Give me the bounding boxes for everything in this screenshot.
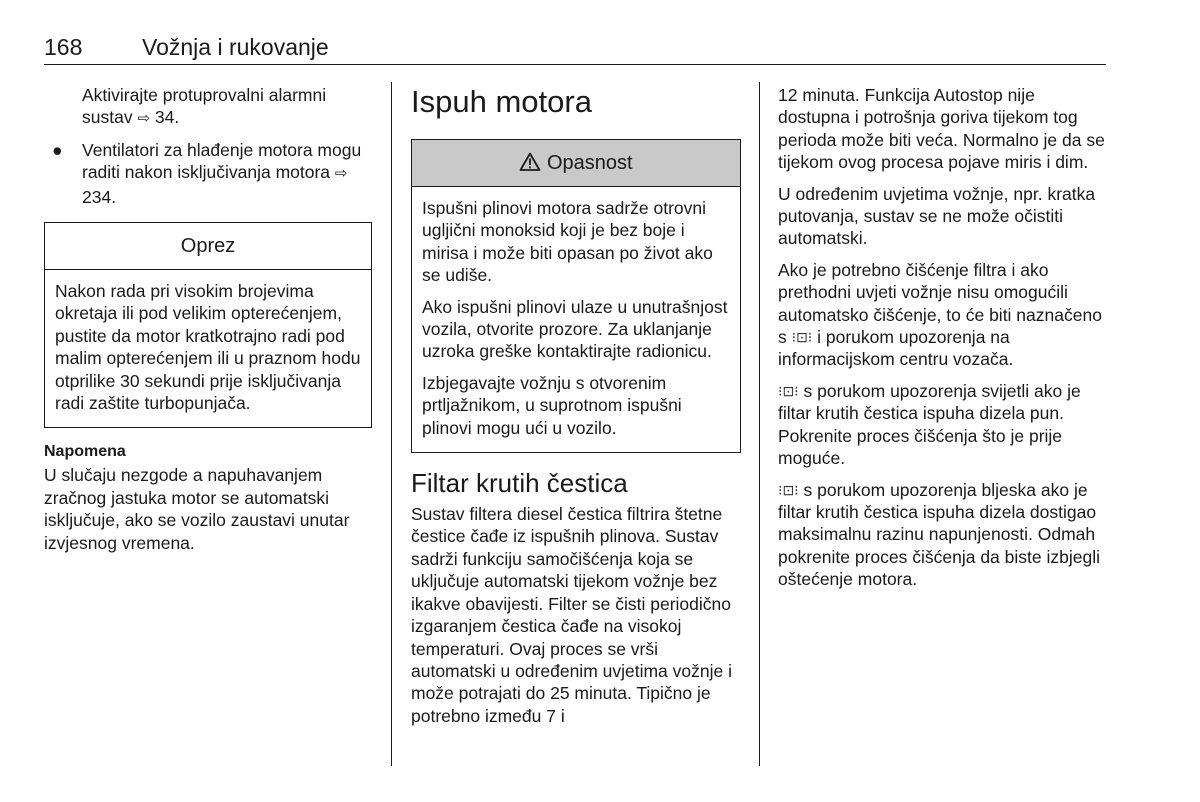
danger-paragraph: Ako ispušni plinovi ulaze u unutrašnjost vozila, otvorite prozore. Za uklanjanje uzroka greške kontaktirajte radionicu. bbox=[422, 296, 728, 362]
page-reference-arrow-icon: ⇨ bbox=[334, 165, 348, 183]
paragraph-text: s porukom upozorenja svijetli ako je filtar krutih čestica ispuha dizela pun. Pokrenite proces čišćenja što je prije moguće. bbox=[778, 380, 1081, 469]
page-reference-arrow-icon: ⇨ bbox=[137, 110, 151, 128]
filter-body: Sustav filtera diesel čestica filtrira štetne čestice čađe iz ispušnih plinova. Sustav sadrži funkciju samočišćenja koja se uključuje automatski tijekom vožnje bez ikakve obavijesti. Filter se čisti periodično izgaranjem čestica čađe na visokoj temperaturi. Ovaj proces se vrši automatski u određenim uvjetima vožnje i može potrajati do 25 minuta. Tipično je potrebno između 7 i bbox=[411, 504, 732, 726]
diesel-particle-filter-icon: ⁝⊡⁝ bbox=[791, 329, 813, 346]
caution-box bbox=[44, 222, 372, 428]
diesel-particle-filter-icon: ⁝⊡⁝ bbox=[778, 481, 799, 498]
list-item bbox=[44, 139, 372, 208]
chapter-title: Vožnja i rukovanje bbox=[142, 34, 329, 60]
section-title: Ispuh motora bbox=[411, 84, 592, 119]
note-body: U slučaju nezgode a napuhavanjem zračnog jastuka motor se automatski isključuje, ako se vozilo zaustavi unutar izvjesnog vremena. bbox=[44, 465, 350, 553]
bullet-icon: ● bbox=[52, 139, 63, 160]
danger-paragraph: Ispušni plinovi motora sadrže otrovni ugljični monoksid koji je bez boje i mirisa i može biti opasan po život ako se udiše. bbox=[422, 198, 713, 286]
warning-triangle-icon bbox=[519, 152, 541, 171]
paragraph-text: Ako je potrebno čišćenje filtra i ako prethodni uvjeti vožnje nisu omogućili automatsko čišćenje, to će biti naznačeno s bbox=[778, 259, 1102, 348]
danger-header bbox=[412, 140, 740, 187]
diesel-particle-filter-icon: ⁝⊡⁝ bbox=[778, 382, 799, 399]
paragraph: U određenim uvjetima vožnje, npr. kratka putovanja, sustav se ne može očistiti automatski. bbox=[778, 183, 1096, 249]
paragraph bbox=[778, 479, 1108, 591]
column-divider bbox=[759, 82, 760, 766]
alarm-text: Aktivirajte protuprovalni alarmni sustav bbox=[82, 85, 327, 128]
bullet-text: Ventilatori za hlađenje motora mogu raditi nakon isključivanja motora bbox=[82, 139, 362, 183]
paragraph-text: i porukom upozorenja na informacijskom centru vozača. bbox=[778, 327, 1014, 370]
paragraph bbox=[778, 259, 1108, 371]
danger-title: Opasnost bbox=[546, 152, 633, 174]
note-title: Napomena bbox=[44, 443, 126, 461]
column-right bbox=[778, 84, 1108, 600]
paragraph: 12 minuta. Funkcija Autostop nije dostupna i potrošnja goriva tijekom tog perioda može biti veća. Normalno je da se tijekom ovog procesa pojave miris i dim. bbox=[778, 85, 1105, 173]
bullet-ref: 234. bbox=[82, 186, 117, 207]
caution-body: Nakon rada pri visokim brojevima okretaja ili pod velikim opterećenjem, pustite da motor kratkotrajno radi pod malim opterećenjem ili u praznom hodu otprilike 30 sekundi prije isključivanja radi zaštite turbopunjača. bbox=[55, 281, 361, 414]
alarm-paragraph bbox=[44, 84, 372, 131]
danger-box bbox=[411, 139, 741, 453]
paragraph bbox=[778, 380, 1108, 470]
note bbox=[44, 442, 372, 554]
header-rule bbox=[44, 64, 1106, 65]
subsection-title: Filtar krutih čestica bbox=[411, 468, 628, 499]
column-middle bbox=[411, 84, 741, 736]
caution-title: Oprez bbox=[45, 223, 371, 270]
danger-paragraph: Izbjegavajte vožnju s otvorenim prtljažnikom, u suprotnom ispušni plinovi mogu ući u vozilo. bbox=[422, 372, 682, 438]
page-number: 168 bbox=[44, 34, 83, 60]
alarm-ref: 34. bbox=[154, 107, 180, 128]
paragraph-text: s porukom upozorenja bljeska ako je filtar krutih čestica ispuha dizela dostigao maksimalnu razinu napunjenosti. Odmah pokrenite proces čišćenja da biste izbjegli oštećenje motora. bbox=[778, 479, 1100, 590]
page-header bbox=[44, 34, 1106, 64]
column-divider bbox=[391, 82, 392, 766]
column-left bbox=[44, 84, 372, 563]
